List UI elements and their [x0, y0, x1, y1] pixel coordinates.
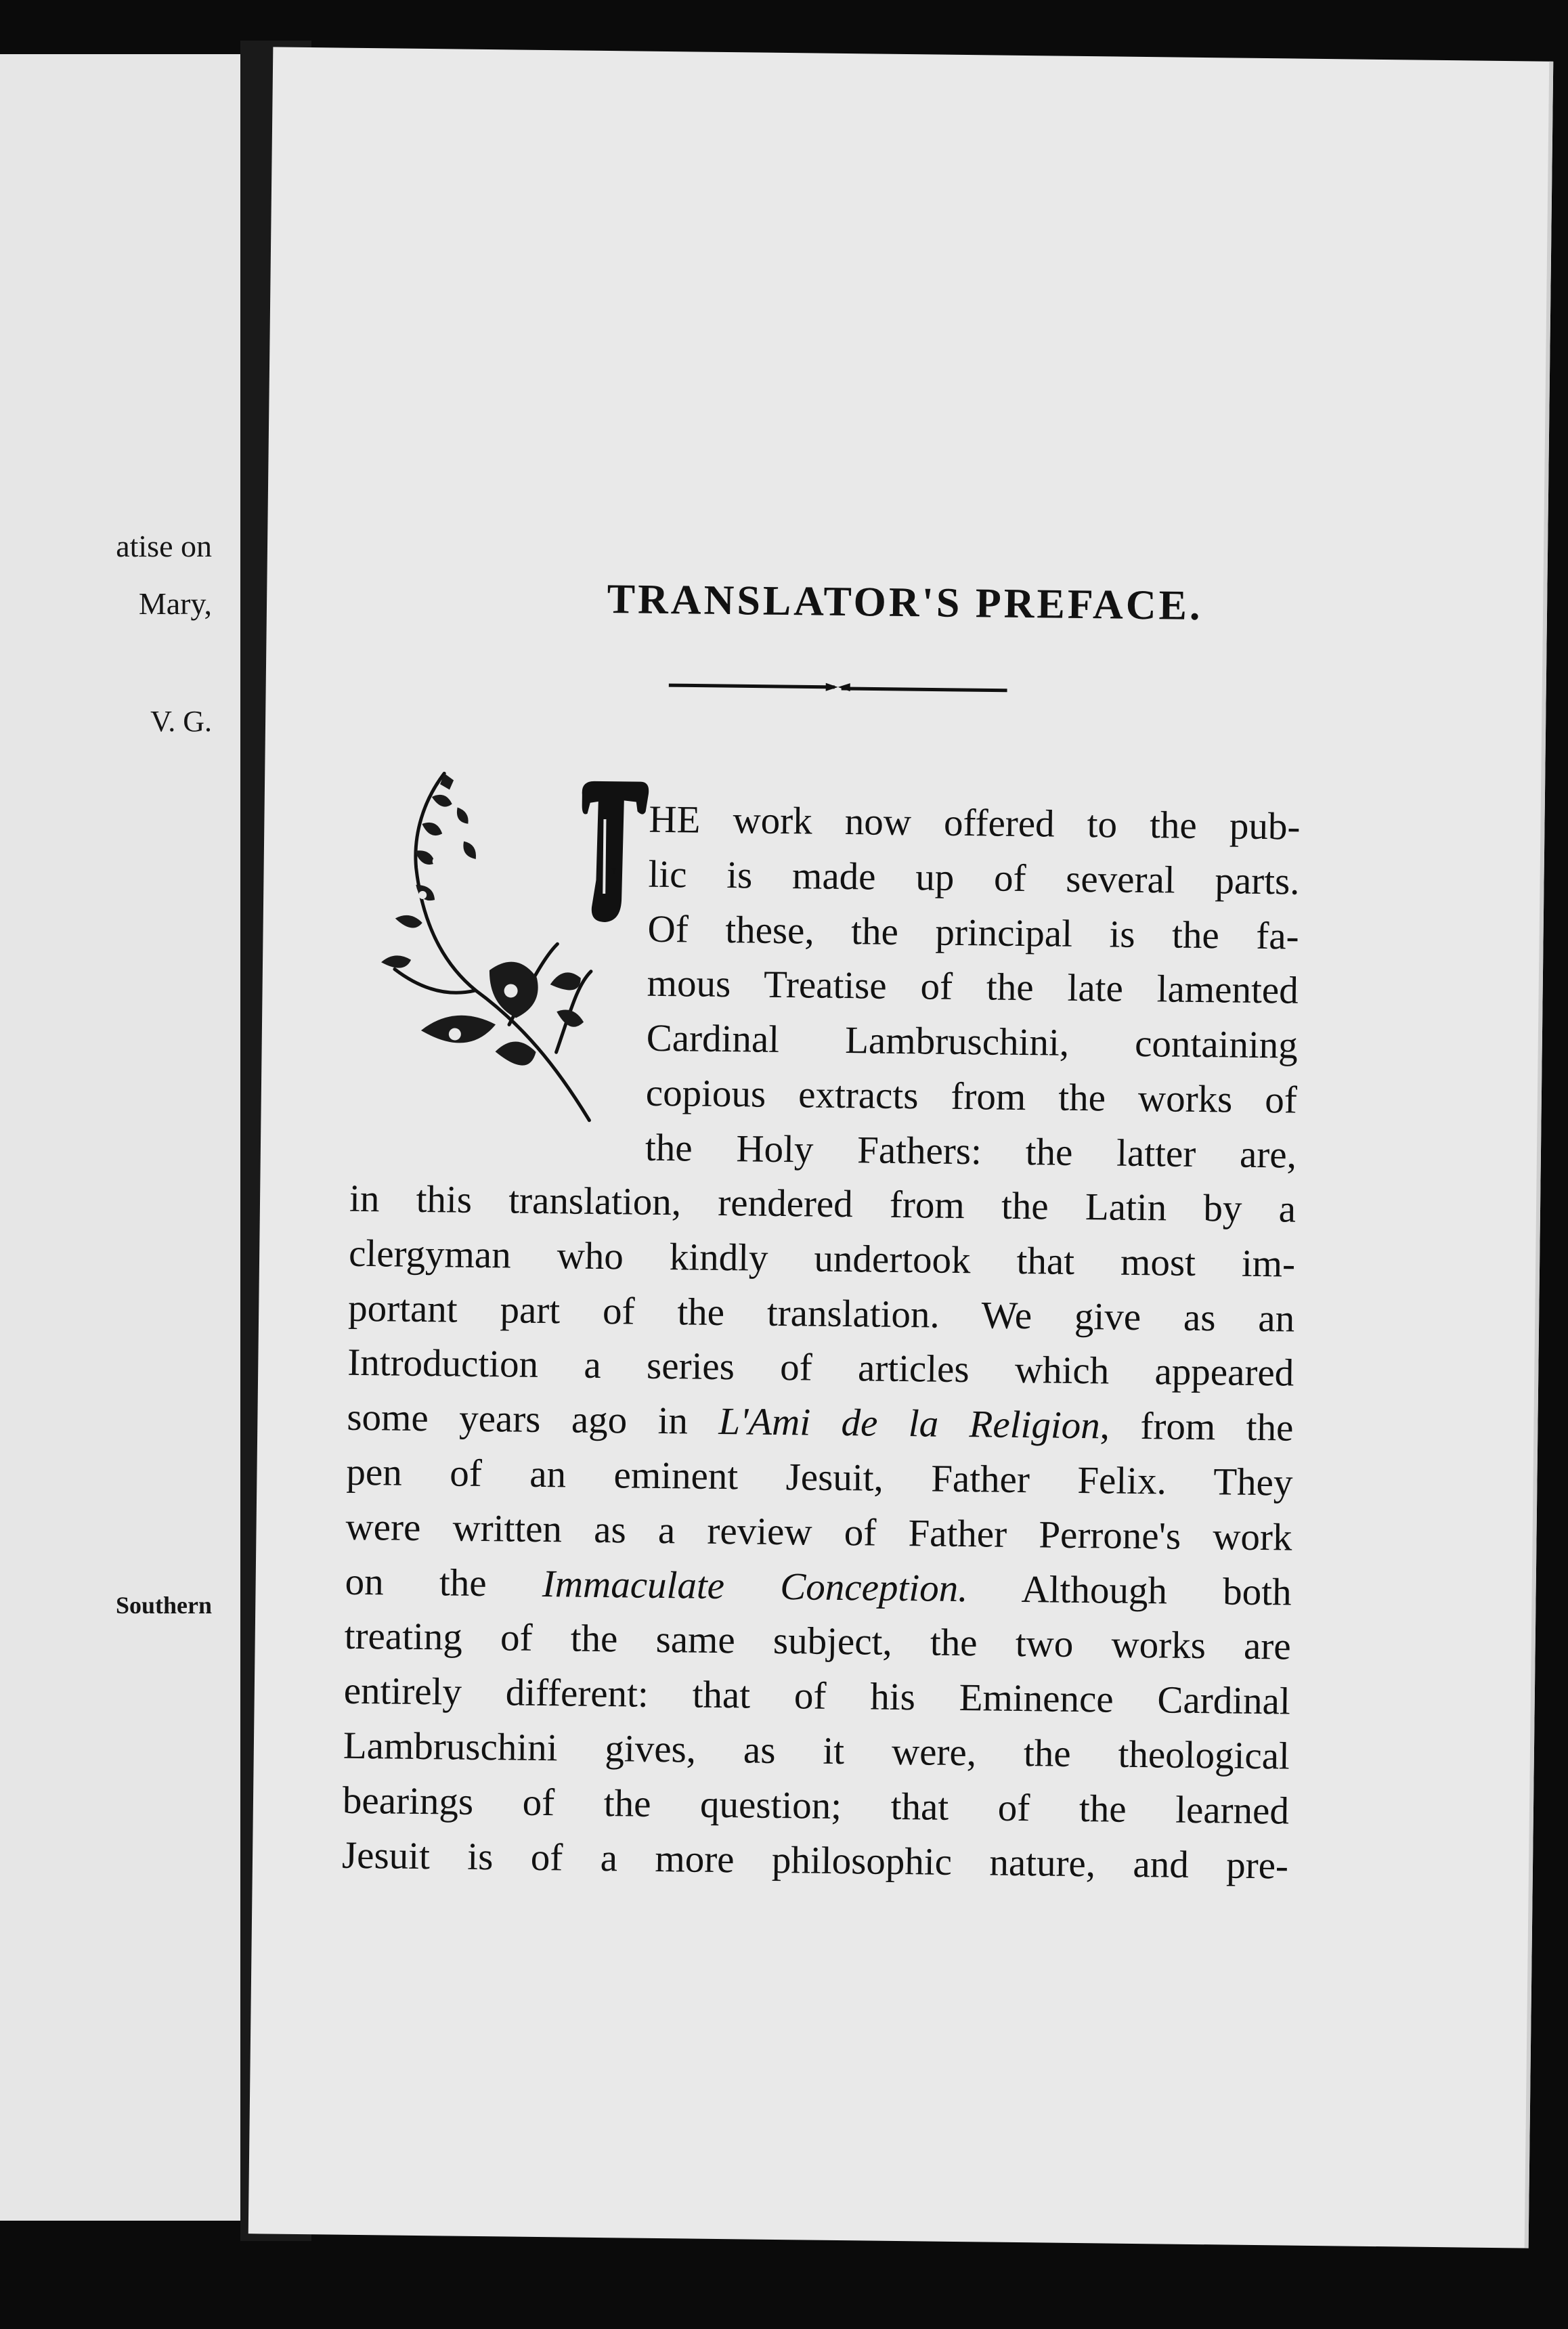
preface-body-paragraph	[342, 1172, 1297, 1894]
preface-line: Jesuit is of a more philosophic nature, and pre-	[341, 1833, 1289, 1888]
preface-line: some years ago in L'Ami de la Religion, from the	[347, 1395, 1294, 1450]
preface-line: entirely different: that of his Eminence Cardinal	[343, 1669, 1291, 1723]
book-page	[248, 47, 1554, 2248]
preface-line: Lambruschini gives, as it were, the theological	[343, 1724, 1290, 1778]
preface-line: HE work now offered to the pub-	[649, 798, 1301, 848]
preface-line: clergyman who kindly undertook that most im-	[348, 1232, 1296, 1286]
previous-page	[0, 54, 240, 2221]
preface-line: Cardinal Lambruschini, containing	[646, 1016, 1299, 1067]
svg-text:T: T	[611, 868, 616, 876]
preface-wrapped-paragraph	[645, 793, 1301, 1183]
preface-line: the Holy Fathers: the latter are,	[645, 1126, 1297, 1177]
preface-line: treating of the same subject, the two works are	[344, 1615, 1292, 1668]
preface-line: lic is made up of several parts.	[648, 852, 1300, 903]
floral-ornament-icon	[352, 766, 607, 1134]
preface-line: portant part of the translation. We give as an	[347, 1286, 1295, 1341]
preface-line: bearings of the question; that of the learned	[342, 1779, 1290, 1833]
preface-line: in this translation, rendered from the Latin by a	[349, 1177, 1297, 1231]
previous-page-line: V. G.	[150, 705, 212, 738]
preface-line: Of these, the principal is the fa-	[647, 907, 1299, 958]
preface-line: mous Treatise of the late lamented	[647, 962, 1299, 1013]
preface-line: Introduction a series of articles which appeared	[347, 1341, 1294, 1395]
page-title: TRANSLATOR'S PREFACE.	[607, 576, 1203, 630]
preface-line: copious extracts from the works of	[645, 1071, 1298, 1122]
title-rule-divider	[669, 676, 1007, 700]
previous-page-line: Southern	[115, 1592, 212, 1619]
drop-cap-letter	[577, 779, 651, 927]
preface-line: were written as a review of Father Perrone's work	[345, 1505, 1292, 1559]
preface-line: on the Immaculate Conception. Although both	[345, 1560, 1292, 1614]
previous-page-line: atise on	[116, 529, 212, 563]
previous-page-line: Mary,	[138, 586, 212, 621]
preface-line: pen of an eminent Jesuit, Father Felix. They	[346, 1450, 1293, 1504]
